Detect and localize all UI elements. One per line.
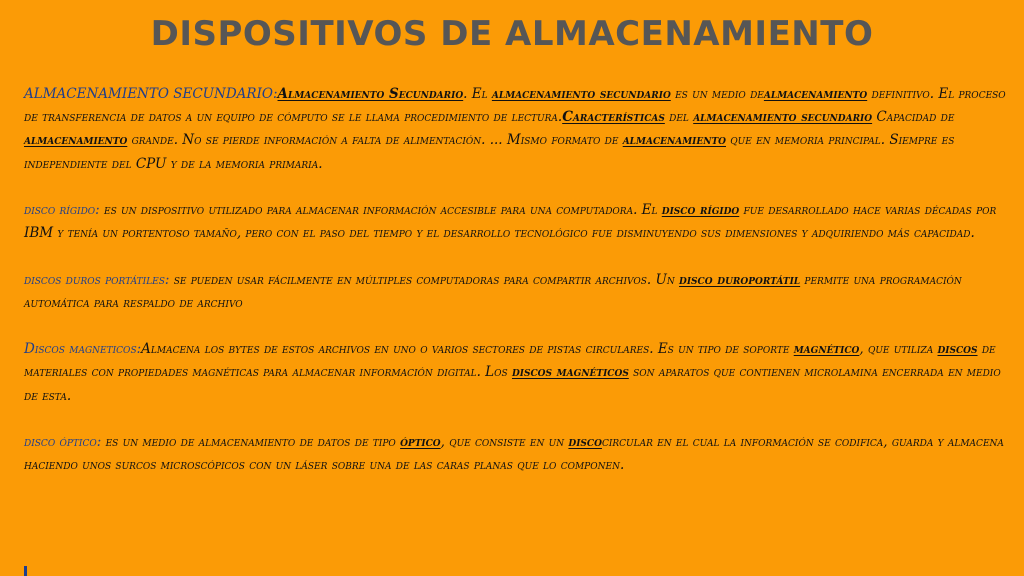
slide-title: DISPOSITIVOS DE ALMACENAMIENTO	[150, 14, 874, 54]
paragraph-text: circular en el cual la información se codifica, guarda y almacena haciendo unos surcos microscópicos con un láser sobre una de las caras planas que lo componen.	[24, 433, 1004, 474]
paragraph-text: , que utiliza	[859, 341, 938, 358]
paragraph-text: Almacena los bytes de estos archivos en uno o varios sectores de pistas circulares. Es un tipo de soporte	[141, 341, 794, 358]
section-label: disco óptico:	[24, 433, 102, 450]
paragraph-text: que en memoria principal. Siempre es independiente del CPU y de la memoria primaria.	[24, 132, 955, 172]
paragraph-text: fue desarrollado hace varias décadas por IBM y tenía un portentoso tamaño, pero con el paso del tiempo y el desarrollo tecnológico fue disminuyendo sus dimensiones y adquiriendo más capacidad.	[24, 202, 997, 242]
highlighted-term: discos	[937, 341, 978, 358]
paragraph-text: de materiales con propiedades magnéticas para almacenar información digital. Los	[24, 341, 996, 381]
highlighted-term: almacenamiento secundario	[491, 86, 671, 102]
highlighted-term: almacenamiento secundario	[693, 109, 873, 126]
section-label: ALMACENAMIENTO SECUNDARIO:	[24, 86, 278, 102]
highlighted-term: almacenamiento	[24, 132, 128, 149]
paragraph-text: Capacidad de	[872, 109, 955, 126]
section-label: disco rígido:	[24, 202, 100, 218]
highlighted-term: portátil	[748, 271, 801, 288]
paragraph-disco-optico	[24, 431, 1008, 477]
paragraph-text: permite una programación automática para respaldo de archivo	[24, 271, 962, 311]
paragraph-almacenamiento-secundario	[24, 83, 1008, 176]
highlighted-term: Características	[562, 109, 665, 126]
paragraph-text: definitivo. El proceso de transferencia de datos a un equipo de cómputo se le llama procedimiento de lectura.	[24, 86, 1006, 126]
paragraph-disco-rigido	[24, 199, 1008, 245]
highlighted-term: almacenamiento	[763, 86, 868, 102]
paragraph-text: es un medio de	[670, 86, 764, 102]
highlighted-term: magnético	[793, 341, 860, 358]
highlighted-term: Almacenamiento Secundario	[277, 86, 464, 102]
section-label: Discos magneticos:	[24, 341, 142, 358]
paragraph-text: es un dispositivo utilizado para almacenar información accesible para una computadora. El	[99, 202, 662, 218]
paragraph-text: es un medio de almacenamiento de datos de tipo	[101, 433, 401, 450]
paragraph-text: se pueden usar fácilmente en múltiples computadoras para compartir archivos. Un	[169, 271, 680, 288]
highlighted-term: discos magnéticos	[511, 364, 629, 381]
highlighted-term: disco duro	[679, 271, 749, 288]
highlighted-term: disco	[568, 433, 602, 450]
slide-body	[24, 83, 1008, 501]
text-cursor	[24, 566, 27, 576]
paragraph-discos-magneticos	[24, 338, 1008, 408]
paragraph-text: son aparatos que contienen microlamina encerrada en medio de esta.	[24, 364, 1001, 404]
paragraph-text: . El	[463, 86, 492, 102]
highlighted-term: disco rígido	[661, 202, 740, 218]
highlighted-term: almacenamiento	[622, 132, 726, 149]
highlighted-term: óptico	[400, 433, 441, 450]
paragraph-text: grande. No se pierde información a falta de alimentación. ... Mismo formato de	[127, 132, 623, 149]
section-label: discos duros portátiles:	[24, 271, 170, 288]
paragraph-text: , que consiste en un	[440, 433, 569, 450]
paragraph-discos-duros-portatiles	[24, 269, 1008, 315]
paragraph-text: del	[664, 109, 694, 126]
